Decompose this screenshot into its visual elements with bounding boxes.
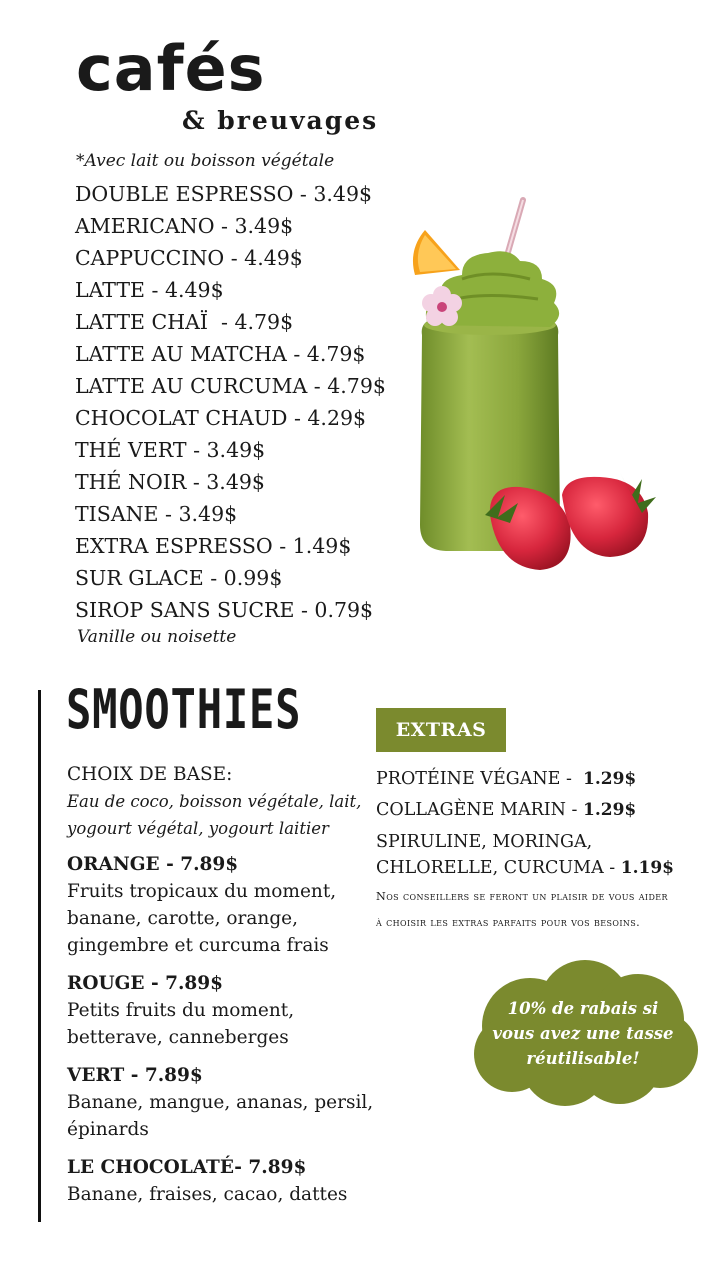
promo-line: vous avez une tasse [492,1024,674,1043]
menu-item: TISANE - 3.49$ [75,502,238,526]
base-options-line: yogourt végétal, yogourt laitier [67,819,329,838]
menu-item: SIROP SANS SUCRE - 0.79$ [75,598,374,622]
menu-item: CHOCOLAT CHAUD - 4.29$ [75,406,367,430]
menu-item: CAPPUCCINO - 4.49$ [75,246,303,270]
smoothie-ingredients: betterave, canneberges [67,1027,289,1048]
smoothies-title: SMOOTHIES [66,678,302,741]
milk-note: *Avec lait ou boisson végétale [76,151,335,171]
menu-item: LATTE - 4.49$ [75,278,224,302]
extra-price: 1.29$ [583,800,637,820]
extra-item [376,829,706,855]
matcha-smoothie-illustration [370,195,670,585]
extra-item [376,764,706,795]
menu-item: THÉ NOIR - 3.49$ [75,470,265,494]
extra-name: CHLORELLE, CURCUMA - [376,858,621,878]
smoothie-ingredients: Fruits tropicaux du moment, [67,881,337,902]
cafes-menu-list [75,178,386,626]
menu-item: AMERICANO - 3.49$ [75,214,294,238]
reusable-cup-discount [478,996,688,1071]
extra-name: SPIRULINE, MORINGA, [376,832,593,852]
extra-item [376,855,706,881]
smoothie-ingredients: Banane, fraises, cacao, dattes [67,1184,348,1205]
extras-advice-line: à choisir les extras parfaits pour vos besoins. [376,916,641,929]
smoothie-ingredients: Banane, mangue, ananas, persil, [67,1092,374,1113]
extra-item [376,795,706,826]
base-options-line: Eau de coco, boisson végétale, lait, [67,792,362,811]
extras-advice-line: Nos conseillers se feront un plaisir de vous aider [376,890,668,903]
smoothie-name: ROUGE - 7.89$ [67,973,224,994]
smoothie-orange [67,851,367,959]
smoothie-ingredients: Petits fruits du moment, [67,1000,295,1021]
menu-item: EXTRA ESPRESSO - 1.49$ [75,534,352,558]
syrup-flavors-note: Vanille ou noisette [77,627,237,647]
extra-name: COLLAGÈNE MARIN - [376,800,584,820]
promo-line: réutilisable! [526,1049,640,1068]
menu-item: THÉ VERT - 3.49$ [75,438,266,462]
extras-list [376,764,706,881]
extra-price: 1.29$ [583,769,637,789]
promo-line: 10% de rabais si [507,999,659,1018]
smoothie-chocolate [67,1154,367,1208]
smoothie-name: VERT - 7.89$ [67,1065,203,1086]
menu-item: LATTE CHAÏ - 4.79$ [75,310,294,334]
menu-item: DOUBLE ESPRESSO - 3.49$ [75,182,373,206]
extras-badge: EXTRAS [376,708,506,752]
smoothie-rouge [67,970,367,1051]
smoothie-ingredients: banane, carotte, orange, [67,908,298,929]
menu-item: SUR GLACE - 0.99$ [75,566,283,590]
breuvages-subtitle: & breuvages [182,106,379,135]
smoothie-vert [67,1062,374,1143]
smoothie-name: ORANGE - 7.89$ [67,854,239,875]
smoothie-name: LE CHOCOLATÉ- 7.89$ [67,1157,307,1178]
smoothie-ingredients: gingembre et curcuma frais [67,935,329,956]
cafes-title: cafés [76,32,266,105]
smoothie-ingredients: épinards [67,1119,149,1140]
base-label: CHOIX DE BASE: [67,764,233,785]
extra-price: 1.19$ [620,858,674,878]
section-divider-line [38,690,41,1222]
menu-item: LATTE AU CURCUMA - 4.79$ [75,374,386,398]
menu-item: LATTE AU MATCHA - 4.79$ [75,342,366,366]
base-choice-block [67,761,367,842]
extra-name: PROTÉINE VÉGANE - [376,769,584,789]
